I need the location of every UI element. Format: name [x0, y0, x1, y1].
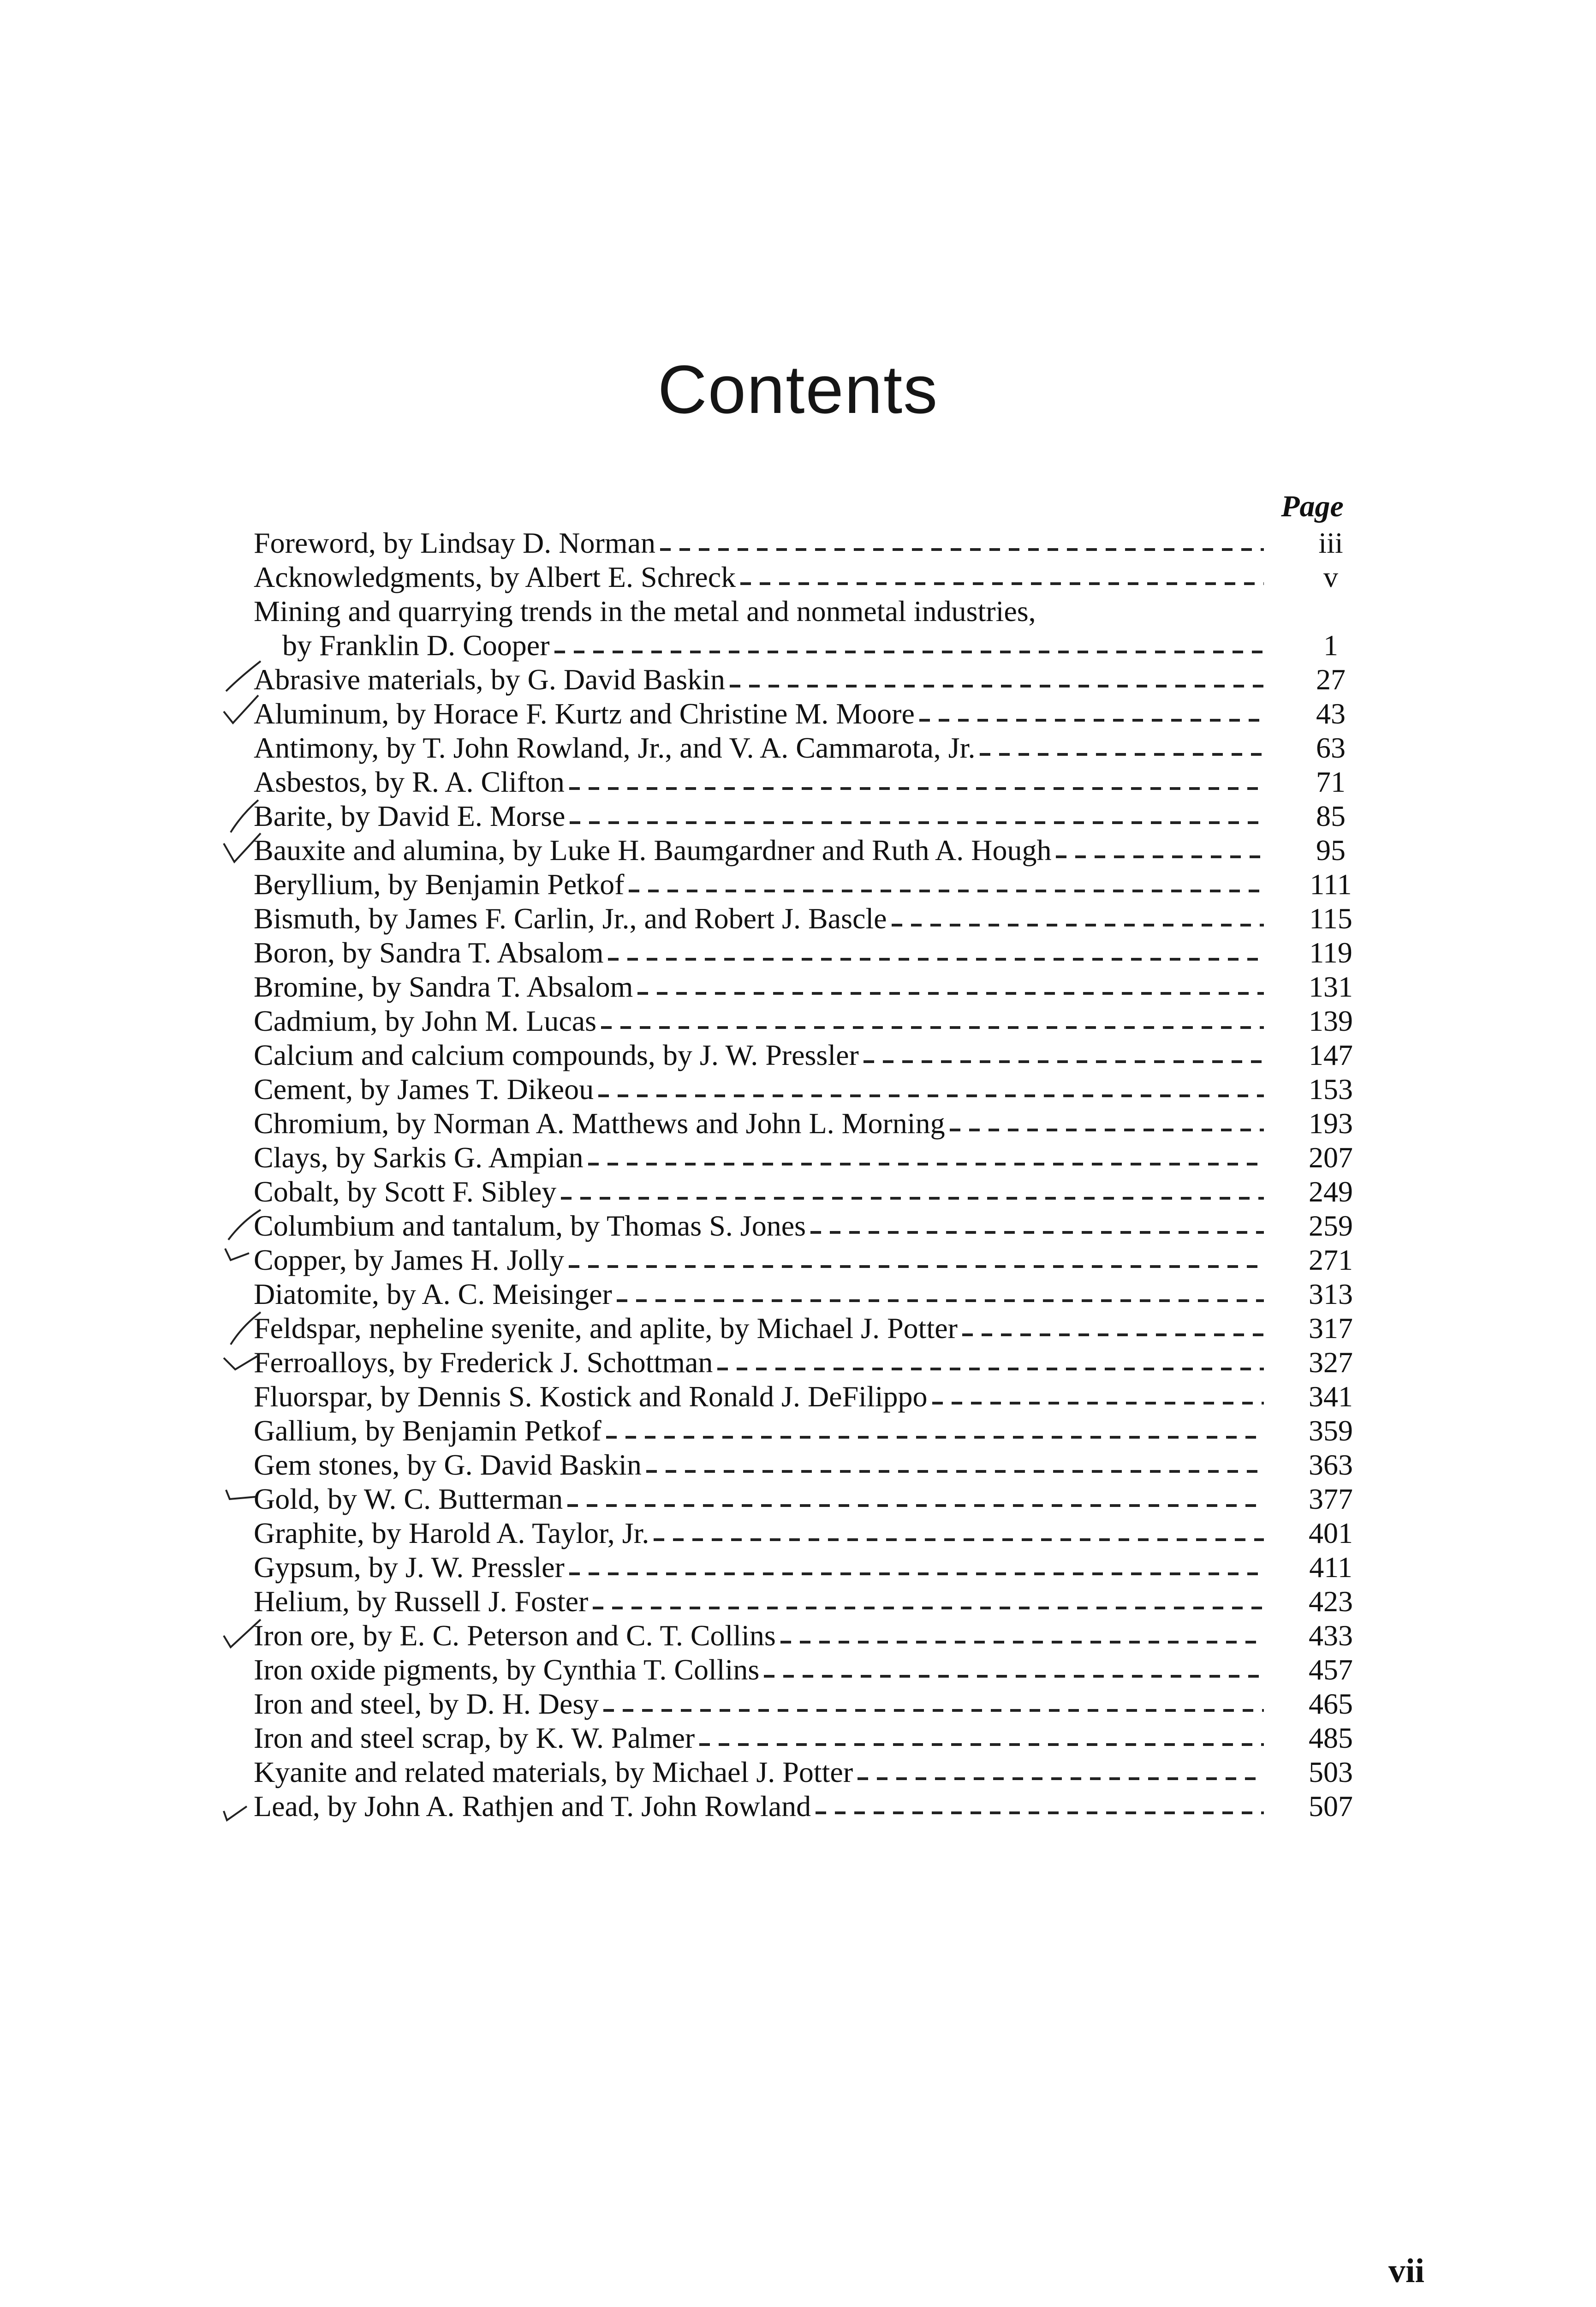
toc-entry-page: 433 — [1309, 1619, 1353, 1652]
toc-entry — [254, 526, 1361, 560]
toc-entry-title: Bismuth, by James F. Carlin, Jr., and Robert J. Bascle — [254, 902, 887, 935]
toc-entry-title: Bauxite and alumina, by Luke H. Baumgardner and Ruth A. Hough — [254, 834, 1052, 867]
dot-leader — [567, 1504, 1264, 1507]
toc-entry-title: Graphite, by Harold A. Taylor, Jr. — [254, 1517, 649, 1549]
toc-entry-page: 43 — [1316, 697, 1346, 730]
toc-entry-title: Asbestos, by R. A. Clifton — [254, 765, 565, 798]
toc-entry-page: 271 — [1309, 1243, 1353, 1276]
toc-entry-page: 485 — [1309, 1721, 1353, 1754]
toc-entry-title: Gem stones, by G. David Baskin — [254, 1448, 642, 1481]
dot-leader — [980, 753, 1264, 756]
toc-entry-title: Beryllium, by Benjamin Petkof — [254, 868, 625, 901]
toc-entry-page: v — [1323, 561, 1338, 593]
toc-entry-title: Acknowledgments, by Albert E. Schreck — [254, 561, 736, 593]
toc-entry — [254, 1721, 1361, 1755]
toc-entry-page: 207 — [1309, 1141, 1353, 1174]
dot-leader — [730, 685, 1264, 687]
toc-entry-title: Ferroalloys, by Frederick J. Schottman — [254, 1346, 713, 1379]
toc-entry — [254, 1653, 1361, 1687]
toc-entry — [254, 594, 1361, 628]
toc-entry-title: Chromium, by Norman A. Matthews and John L. Morning — [254, 1107, 945, 1140]
handwritten-check-mark — [221, 1478, 263, 1520]
toc-entry-page: 147 — [1309, 1039, 1353, 1071]
dot-leader — [932, 1402, 1264, 1405]
toc-entry — [254, 1755, 1361, 1789]
dot-leader — [660, 548, 1264, 551]
toc-entry-page: 131 — [1309, 970, 1353, 1003]
dot-leader — [629, 890, 1264, 892]
toc-entry-title: Iron ore, by E. C. Peterson and C. T. Collins — [254, 1619, 776, 1652]
dot-leader — [858, 1777, 1264, 1780]
toc-entry — [254, 799, 1361, 833]
toc-entry — [254, 1482, 1361, 1516]
dot-leader — [569, 1265, 1264, 1268]
toc-entry-title: Gallium, by Benjamin Petkof — [254, 1414, 601, 1447]
dot-leader — [654, 1538, 1264, 1541]
toc-entry-title: Cobalt, by Scott F. Sibley — [254, 1175, 557, 1208]
toc-entry-page: 95 — [1316, 834, 1346, 867]
toc-entry-page: 313 — [1309, 1278, 1353, 1310]
dot-leader — [699, 1743, 1264, 1746]
toc-entry — [254, 1345, 1361, 1380]
toc-entry-page: 119 — [1309, 936, 1352, 969]
toc-entry-title: Columbium and tantalum, by Thomas S. Jones — [254, 1209, 806, 1242]
toc-entry — [254, 902, 1361, 936]
toc-entry — [254, 1141, 1361, 1175]
toc-entry — [254, 1243, 1361, 1277]
toc-entry — [254, 1038, 1361, 1072]
toc-entry-page: 139 — [1309, 1004, 1353, 1037]
toc-entry-title: Gypsum, by J. W. Pressler — [254, 1551, 565, 1584]
toc-entry-page: 363 — [1309, 1448, 1353, 1481]
toc-entry — [254, 1584, 1361, 1619]
toc-entry-page: 63 — [1316, 731, 1346, 764]
toc-entry-page: 507 — [1309, 1790, 1353, 1823]
dot-leader — [717, 1368, 1264, 1370]
toc-entry-title: Iron and steel, by D. H. Desy — [254, 1687, 599, 1720]
toc-entry-title: Foreword, by Lindsay D. Norman — [254, 526, 655, 559]
dot-leader — [637, 992, 1264, 995]
toc-entry-title: Cement, by James T. Dikeou — [254, 1073, 594, 1106]
toc-entry — [254, 1175, 1361, 1209]
toc-entry-title: by Franklin D. Cooper — [282, 629, 550, 662]
toc-entry-page: 411 — [1309, 1551, 1352, 1584]
toc-entry-title: Kyanite and related materials, by Michael J. Potter — [254, 1756, 853, 1788]
toc-entry-page: 1 — [1323, 629, 1338, 662]
toc-entry-title: Gold, by W. C. Butterman — [254, 1482, 563, 1515]
toc-entry — [254, 765, 1361, 799]
toc-entry-page: 153 — [1309, 1073, 1353, 1106]
dot-leader — [646, 1470, 1264, 1473]
toc-entry-page: 85 — [1316, 800, 1346, 832]
toc-entry — [254, 1209, 1361, 1243]
toc-entry-page: 111 — [1310, 868, 1352, 901]
toc-entry-title: Diatomite, by A. C. Meisinger — [254, 1278, 612, 1310]
toc-entry — [254, 1004, 1361, 1038]
toc-entry-page: 249 — [1309, 1175, 1353, 1208]
page-title: Contents — [657, 352, 939, 428]
toc-entry — [254, 1072, 1361, 1106]
toc-entry-page: 377 — [1309, 1482, 1353, 1515]
toc-entry-page: 327 — [1309, 1346, 1353, 1379]
dot-leader — [780, 1641, 1264, 1644]
toc-entry-title: Feldspar, nepheline syenite, and aplite, by Michael J. Potter — [254, 1312, 958, 1345]
toc-entry-title: Fluorspar, by Dennis S. Kostick and Ronald J. DeFilippo — [254, 1380, 928, 1413]
dot-leader — [617, 1299, 1264, 1302]
dot-leader — [608, 958, 1264, 961]
toc-entry-title: Iron oxide pigments, by Cynthia T. Collins — [254, 1653, 760, 1686]
toc-entry — [254, 1619, 1361, 1653]
page-column-header: Page — [1281, 490, 1344, 523]
dot-leader — [598, 1094, 1264, 1097]
toc-entry-title: Boron, by Sandra T. Absalom — [254, 936, 604, 969]
toc-entry-title: Helium, by Russell J. Foster — [254, 1585, 589, 1618]
dot-leader — [570, 821, 1264, 824]
dot-leader — [593, 1607, 1264, 1609]
toc-entry — [254, 970, 1361, 1004]
toc-entry-page: 457 — [1309, 1653, 1353, 1686]
toc-entry-page: 317 — [1309, 1312, 1353, 1345]
dot-leader — [864, 1060, 1264, 1063]
handwritten-check-mark — [221, 1239, 263, 1281]
toc-entry-title: Copper, by James H. Jolly — [254, 1243, 564, 1276]
dot-leader — [950, 1129, 1264, 1131]
dot-leader — [962, 1333, 1264, 1336]
toc-entry — [254, 1448, 1361, 1482]
page-number: vii — [1388, 2252, 1425, 2290]
dot-leader — [606, 1436, 1264, 1439]
toc-entry — [254, 697, 1361, 731]
toc-entry — [254, 1550, 1361, 1584]
toc-entry-title: Mining and quarrying trends in the metal and nonmetal industries, — [254, 595, 1036, 628]
dot-leader — [816, 1811, 1264, 1814]
dot-leader — [569, 1572, 1264, 1575]
toc-entry-title: Calcium and calcium compounds, by J. W. Pressler — [254, 1039, 859, 1071]
toc-entry-title: Cadmium, by John M. Lucas — [254, 1004, 597, 1037]
dot-leader — [764, 1675, 1264, 1678]
toc-entry-page: 359 — [1309, 1414, 1353, 1447]
toc-entry — [254, 628, 1361, 663]
toc-entry — [254, 1380, 1361, 1414]
toc-entry-page: 503 — [1309, 1756, 1353, 1788]
toc-entry-page: 71 — [1316, 765, 1346, 798]
toc-entry-title: Antimony, by T. John Rowland, Jr., and V. A. Cammarota, Jr. — [254, 731, 976, 764]
toc-entry-page: 259 — [1309, 1209, 1353, 1242]
handwritten-check-mark — [221, 1615, 263, 1656]
table-of-contents — [254, 526, 1361, 1823]
toc-entry-title: Barite, by David E. Morse — [254, 800, 566, 832]
handwritten-check-mark — [221, 1342, 263, 1383]
toc-entry-page: iii — [1318, 526, 1343, 559]
dot-leader — [561, 1197, 1264, 1200]
toc-entry-page: 401 — [1309, 1517, 1353, 1549]
toc-entry — [254, 1277, 1361, 1311]
toc-entry-page: 193 — [1309, 1107, 1353, 1140]
toc-entry-title: Iron and steel scrap, by K. W. Palmer — [254, 1721, 695, 1754]
dot-leader — [601, 1026, 1264, 1029]
dot-leader — [554, 651, 1264, 653]
toc-entry — [254, 833, 1361, 867]
toc-entry — [254, 731, 1361, 765]
handwritten-check-mark — [221, 830, 263, 871]
toc-entry-page: 27 — [1316, 663, 1346, 696]
toc-entry — [254, 1311, 1361, 1345]
toc-entry-page: 465 — [1309, 1687, 1353, 1720]
toc-entry — [254, 936, 1361, 970]
dot-leader — [1056, 855, 1264, 858]
toc-entry-page: 115 — [1309, 902, 1352, 935]
toc-entry-page: 341 — [1309, 1380, 1353, 1413]
dot-leader — [919, 719, 1264, 722]
dot-leader — [588, 1163, 1264, 1165]
toc-entry-title: Abrasive materials, by G. David Baskin — [254, 663, 725, 696]
handwritten-check-mark — [221, 693, 263, 735]
toc-entry — [254, 663, 1361, 697]
handwritten-check-mark — [221, 1786, 263, 1827]
toc-entry — [254, 560, 1361, 594]
toc-entry-title: Clays, by Sarkis G. Ampian — [254, 1141, 584, 1174]
toc-entry-title: Aluminum, by Horace F. Kurtz and Christine M. Moore — [254, 697, 915, 730]
toc-entry — [254, 1414, 1361, 1448]
toc-entry-page: 423 — [1309, 1585, 1353, 1618]
toc-entry — [254, 1687, 1361, 1721]
toc-entry — [254, 867, 1361, 902]
dot-leader — [603, 1709, 1264, 1712]
dot-leader — [892, 924, 1264, 926]
dot-leader — [810, 1231, 1264, 1234]
toc-entry — [254, 1516, 1361, 1550]
dot-leader — [740, 582, 1264, 585]
toc-entry — [254, 1789, 1361, 1823]
toc-entry — [254, 1106, 1361, 1141]
toc-entry-title: Lead, by John A. Rathjen and T. John Rowland — [254, 1790, 811, 1823]
toc-entry-title: Bromine, by Sandra T. Absalom — [254, 970, 633, 1003]
dot-leader — [569, 787, 1264, 790]
